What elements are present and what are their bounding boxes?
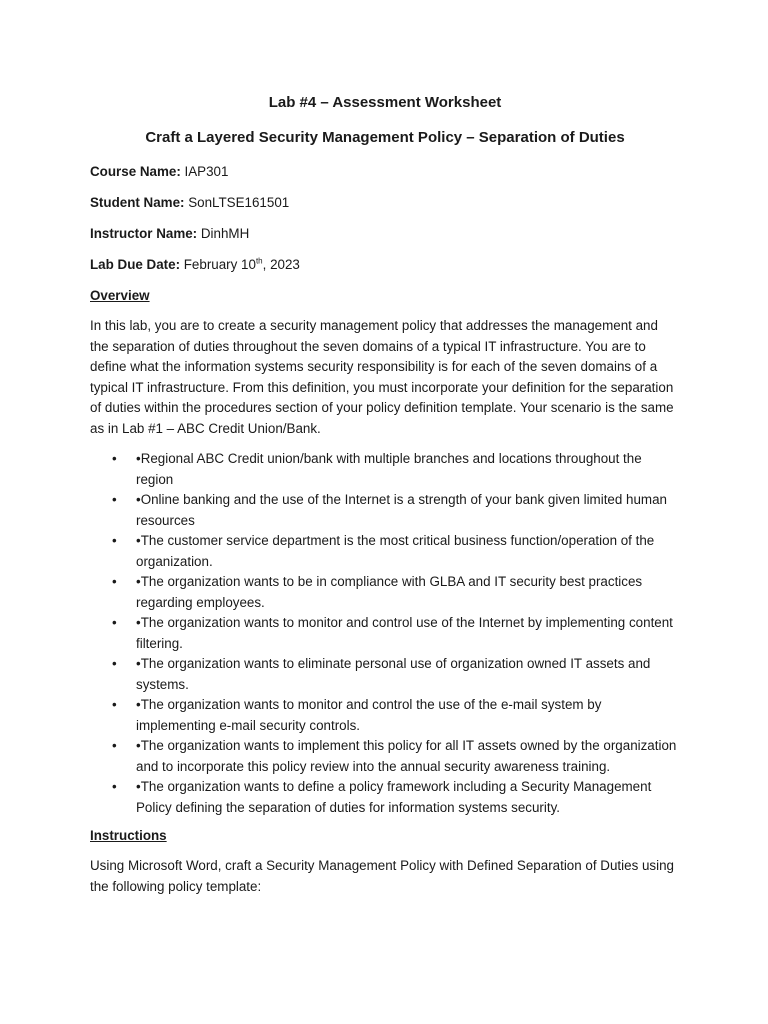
lab-due-date-ordinal: th: [255, 256, 263, 266]
lab-due-date-year: , 2023: [262, 257, 300, 272]
instructions-heading: Instructions: [90, 828, 167, 843]
list-item-text: •The organization wants to define a policy framework including a Security Management Policy defining the separation of duties for information systems security.: [136, 779, 652, 815]
list-item: [90, 654, 680, 695]
bullet-icon: •: [112, 656, 117, 671]
list-item: [90, 490, 680, 531]
lab-due-date-label: Lab Due Date:: [90, 257, 181, 272]
list-item-text: •The customer service department is the most critical business function/operation of the organization.: [136, 533, 655, 569]
list-item-text: •The organization wants to implement this policy for all IT assets owned by the organization and to incorporate this policy review into the annual security awareness training.: [136, 738, 677, 774]
bullet-icon: •: [112, 451, 117, 466]
scenario-bullet-list: [90, 449, 680, 818]
list-item: [90, 695, 680, 736]
student-name-value: SonLTSE161501: [184, 195, 290, 210]
bullet-icon: •: [112, 697, 117, 712]
list-item-text: •Regional ABC Credit union/bank with multiple branches and locations throughout the region: [136, 451, 642, 487]
list-item: [90, 613, 680, 654]
list-item: [90, 572, 680, 613]
bullet-icon: •: [112, 615, 117, 630]
student-name-field: [90, 193, 680, 213]
instructor-name-label: Instructor Name:: [90, 226, 198, 241]
overview-paragraph: In this lab, you are to create a security management policy that addresses the management and the separation of duties throughout the seven domains of a typical IT infrastructure. You are to define what the information systems security responsibility is for each of the seven domains of a typical IT infrastructure. From this definition, you must incorporate your definition for the separation of duties within the procedures section of your policy definition template. Your scenario is the same as in Lab #1 – ABC Credit Union/Bank.: [90, 318, 674, 436]
list-item-text: •The organization wants to monitor and control use of the Internet by implementing content filtering.: [136, 615, 673, 651]
instructor-name-field: [90, 224, 680, 244]
document-subtitle: Craft a Layered Security Management Policy – Separation of Duties: [145, 129, 625, 146]
list-item-text: •Online banking and the use of the Internet is a strength of your bank given limited human resources: [136, 492, 667, 528]
list-item: [90, 736, 680, 777]
lab-due-date-value: February 10: [180, 257, 256, 272]
course-name-field: [90, 162, 680, 182]
document-title: Lab #4 – Assessment Worksheet: [268, 94, 502, 111]
bullet-icon: •: [112, 779, 117, 794]
instructions-paragraph: Using Microsoft Word, craft a Security Management Policy with Defined Separation of Duties using the following policy template:: [90, 858, 674, 894]
bullet-icon: •: [112, 492, 117, 507]
student-name-label: Student Name:: [90, 195, 185, 210]
bullet-icon: •: [112, 574, 117, 589]
list-item: [90, 777, 680, 818]
bullet-icon: •: [112, 533, 117, 548]
bullet-icon: •: [112, 738, 117, 753]
list-item-text: •The organization wants to monitor and control the use of the e-mail system by implementing e-mail security controls.: [136, 697, 602, 733]
instructor-name-value: DinhMH: [197, 226, 250, 241]
list-item-text: •The organization wants to be in compliance with GLBA and IT security best practices regarding employees.: [136, 574, 643, 610]
overview-heading: Overview: [90, 288, 150, 303]
course-name-label: Course Name:: [90, 164, 181, 179]
course-name-value: IAP301: [180, 164, 229, 179]
list-item-text: •The organization wants to eliminate personal use of organization owned IT assets and systems.: [136, 656, 651, 692]
lab-due-date-field: [90, 255, 680, 275]
list-item: [90, 449, 680, 490]
list-item: [90, 531, 680, 572]
